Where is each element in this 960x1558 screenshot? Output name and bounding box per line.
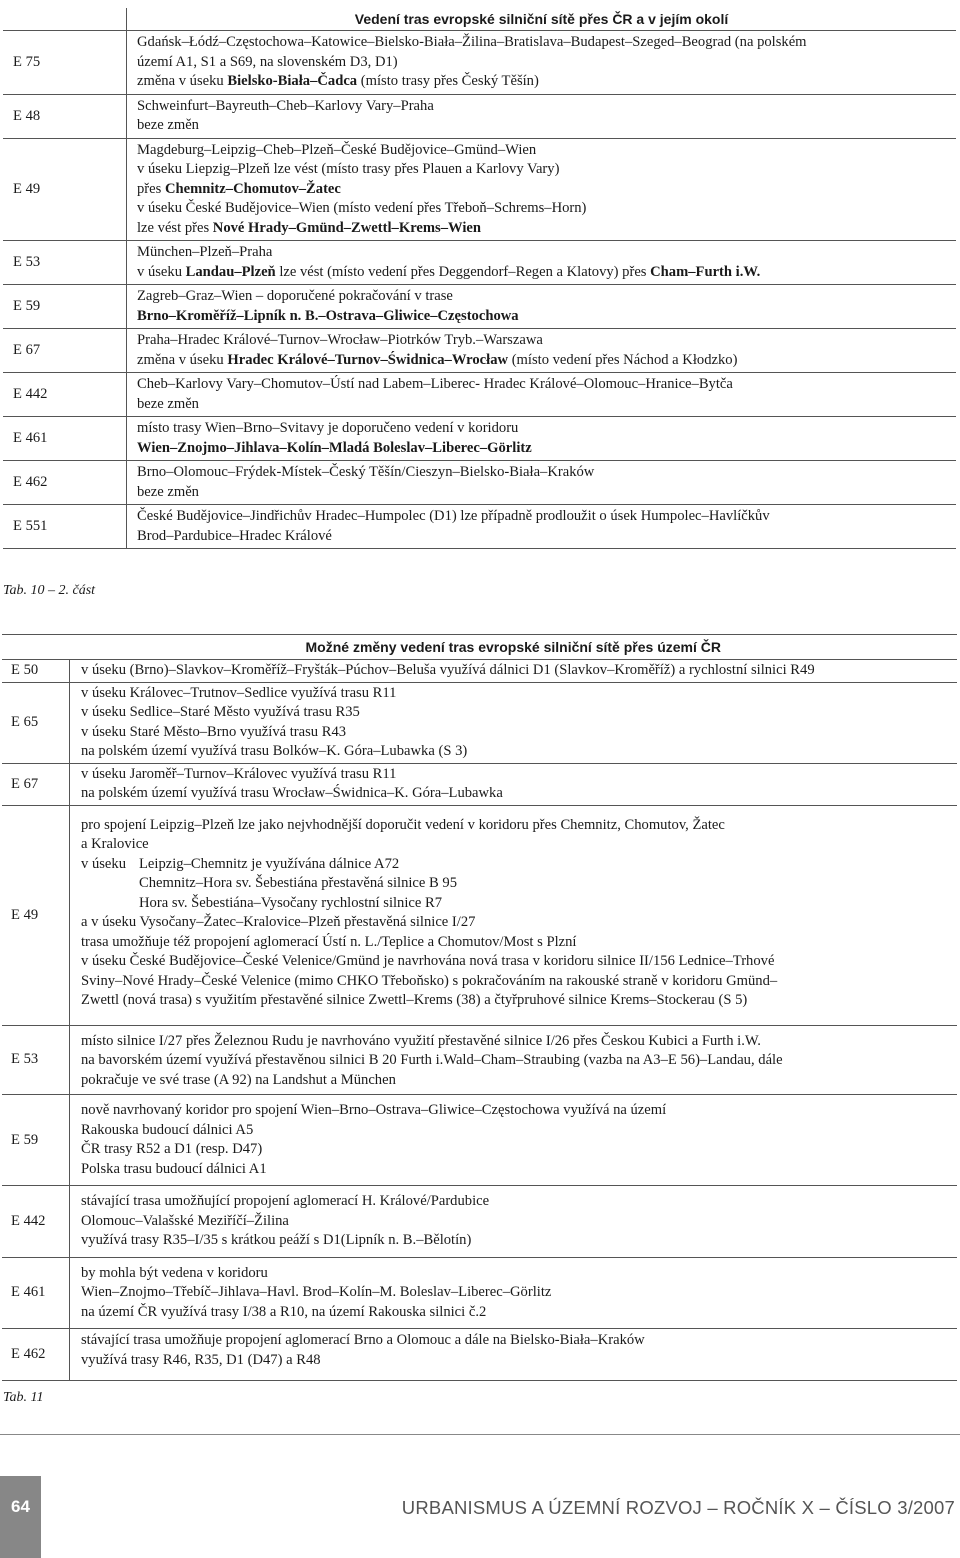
route-description: [127, 285, 957, 329]
table-11: [2, 634, 957, 1381]
road-code: E 442: [3, 373, 127, 417]
table-11-header: [2, 635, 957, 660]
route-description: [70, 1025, 958, 1095]
description-line: na polském území využívá trasu Wrocław–Świdnica–K. Góra–Lubawka: [81, 785, 503, 801]
table-10-caption: Tab. 10 – 2. část: [3, 583, 96, 598]
description-line: v úseku Leipzig–Chemnitz je využívána dálnice A72: [81, 855, 400, 872]
road-code: E 53: [2, 1025, 70, 1095]
road-code: E 461: [3, 417, 127, 461]
road-code: E 50: [2, 660, 70, 683]
description-line: v úseku Sedlice–Staré Město využívá trasu R35: [81, 704, 360, 720]
table-row: [2, 1095, 957, 1186]
footer-rule: [0, 1434, 960, 1435]
road-code: E 67: [2, 763, 70, 805]
description-line: Schweinfurt–Bayreuth–Cheb–Karlovy Vary–Praha: [137, 97, 434, 114]
description-line: v úseku Staré Město–Brno využívá trasu R43: [81, 723, 347, 740]
road-code: E 462: [3, 461, 127, 505]
table-10-title: Vedení tras evropské silniční sítě přes ČR a v jejím okolí: [127, 8, 957, 31]
table-row: [2, 1186, 957, 1258]
table-11-title: Možné změny vedení tras evropské silniční sítě přes území ČR: [70, 635, 958, 660]
road-code: E 49: [3, 138, 127, 241]
road-code: E 75: [3, 31, 127, 95]
description-line: Gdańsk–Łódź–Częstochowa–Katowice–Bielsko-Biała–Žilina–Bratislava–Budapest–Szeged–Beograd (na polském: [137, 34, 807, 50]
road-code: E 48: [3, 94, 127, 138]
description-line: místo silnice I/27 přes Železnou Rudu je navrhováno využití přestavěné silnice I/26 přes Českou Kubici a Furth i.W.: [81, 1032, 761, 1049]
description-line: Wien–Znojmo–Jihlava–Kolín–Mladá Boleslav–Liberec–Görlitz: [137, 439, 532, 456]
table-row: [2, 1025, 957, 1095]
route-description: [127, 31, 957, 95]
table-10-header: [3, 8, 956, 31]
table-row: [3, 505, 956, 549]
description-line: Hora sv. Šebestiána–Vysočany rychlostní silnice R7: [139, 894, 443, 911]
description-line: Rakouska budoucí dálnici A5: [81, 1121, 254, 1138]
description-line: Zwettl (nová trasa) s využitím přestavěné silnice Zwettl–Krems (38) a čtyřpruhové silnice Krems–Stockerau (S 5): [81, 992, 748, 1008]
description-line: stávající trasa umožňující propojení aglomerací H. Králové/Pardubice: [81, 1193, 490, 1209]
description-line: v úseku Jaroměř–Turnov–Královec využívá trasu R11: [81, 765, 397, 782]
description-line: změna v úseku Hradec Králové–Turnov–Świdnica–Wrocław (místo vedení přes Náchod a Kłodzko): [137, 351, 738, 368]
description-line: Brno–Olomouc–Frýdek-Místek–Český Těšín/Cieszyn–Bielsko-Biała–Kraków: [137, 464, 595, 480]
table-row: [3, 31, 956, 95]
table-row: [3, 138, 956, 241]
description-line: a v úseku Vysočany–Žatec–Kralovice–Plzeň přestavěná silnice I/27: [81, 914, 476, 930]
road-code: E 49: [2, 805, 70, 1025]
route-description: [127, 241, 957, 285]
route-description: [70, 660, 958, 683]
description-line: Chemnitz–Hora sv. Šebestiána přestavěná silnice B 95: [139, 875, 458, 891]
description-line: stávající trasa umožňuje propojení aglomerací Brno a Olomouc a dále na Bielsko-Biała–Kraków: [81, 1332, 645, 1348]
route-description: [70, 1186, 958, 1258]
road-code: E 65: [2, 682, 70, 763]
description-line: území A1, S1 a S69, na slovenském D3, D1): [137, 53, 398, 70]
route-description: [127, 417, 957, 461]
description-line: nově navrhovaný koridor pro spojení Wien–Brno–Ostrava–Gliwice–Częstochowa využívá na území: [81, 1102, 667, 1118]
route-description: [127, 94, 957, 138]
table-row: [3, 373, 956, 417]
table-row: [2, 763, 957, 805]
table-row: [3, 285, 956, 329]
description-line: využívá trasy R35–I/35 s krátkou peáží s D1(Lipník n. B.–Bělotín): [81, 1232, 472, 1248]
description-line: a Kralovice: [81, 836, 149, 852]
description-line: trasa umožňuje též propojení aglomerací Ústí n. L./Teplice a Chomutov/Most s Plzní: [81, 933, 577, 950]
description-line: Praha–Hradec Králové–Turnov–Wrocław–Piotrków Tryb.–Warszawa: [137, 332, 543, 348]
description-line: na polském území využívá trasu Bolków–K. Góra–Lubawka (S 3): [81, 743, 468, 759]
route-description: [70, 805, 958, 1025]
description-line: Polska trasu budoucí dálnici A1: [81, 1160, 267, 1177]
road-code: E 59: [3, 285, 127, 329]
table-row: [3, 94, 956, 138]
road-code: E 442: [2, 1186, 70, 1258]
description-line: České Budějovice–Jindřichův Hradec–Humpolec (D1) lze případně prodloužit o úsek Humpolec–Havlíčkův: [137, 508, 770, 524]
route-description: [70, 1257, 958, 1329]
road-code: E 551: [3, 505, 127, 549]
table-row: [2, 660, 957, 683]
description-line: by mohla být vedena v koridoru: [81, 1264, 268, 1281]
road-code: E 462: [2, 1329, 70, 1381]
journal-title: URBANISMUS A ÚZEMNÍ ROZVOJ – ROČNÍK X – ČÍSLO 3/2007: [401, 1497, 955, 1518]
description-line: přes Chemnitz–Chomutov–Žatec: [137, 180, 341, 197]
route-description: [127, 373, 957, 417]
table-11-caption: Tab. 11: [3, 1390, 44, 1405]
route-description: [127, 461, 957, 505]
table-row: [2, 1257, 957, 1329]
table-row: [3, 417, 956, 461]
description-line: na bavorském území využívá přestavěnou silnici B 20 Furth i.Wald–Cham–Straubing (vazba na A3–E 56)–Landau, dále: [81, 1052, 783, 1068]
description-line: využívá trasy R46, R35, D1 (D47) a R48: [81, 1351, 321, 1368]
table-row: [2, 1329, 957, 1381]
description-line: Cheb–Karlovy Vary–Chomutov–Ústí nad Labem–Liberec- Hradec Králové–Olomouc–Hranice–Bytča: [137, 376, 733, 392]
table-10: [3, 8, 956, 549]
description-line: Magdeburg–Leipzig–Cheb–Plzeň–České Budějovice–Gmünd–Wien: [137, 141, 537, 158]
route-description: [127, 329, 957, 373]
table-row: [2, 805, 957, 1025]
description-line: Sviny–Nové Hrady–České Velenice (mimo CHKO Třeboňsko) s pokračováním na rakouské straně v koridoru Gmünd–: [81, 972, 778, 989]
table-row: [3, 241, 956, 285]
road-code: E 67: [3, 329, 127, 373]
route-description: [70, 1095, 958, 1186]
description-line: beze změn: [137, 483, 199, 500]
description-line: Brod–Pardubice–Hradec Králové: [137, 527, 332, 544]
description-line: v úseku Královec–Trutnov–Sedlice využívá trasu R11: [81, 684, 397, 701]
description-line: lze vést přes Nové Hrady–Gmünd–Zwettl–Krems–Wien: [137, 219, 482, 236]
description-line: místo trasy Wien–Brno–Svitavy je doporučeno vedení v koridoru: [137, 420, 519, 436]
description-line: beze změn: [137, 117, 199, 133]
description-line: beze změn: [137, 395, 199, 412]
description-line: na území ČR využívá trasy I/38 a R10, na území Rakouska silnici č.2: [81, 1303, 487, 1320]
road-code: E 53: [3, 241, 127, 285]
table-row: [3, 329, 956, 373]
description-line: Zagreb–Graz–Wien – doporučené pokračování v trase: [137, 288, 453, 304]
description-line: v úseku Liepzig–Plzeň lze vést (místo trasy přes Plauen a Karlovy Vary): [137, 161, 560, 177]
route-description: [127, 138, 957, 241]
description-line: Brno–Kroměříž–Lipník n. B.–Ostrava–Gliwice–Częstochowa: [137, 307, 519, 324]
route-description: [70, 763, 958, 805]
description-line: v úseku Landau–Plzeň lze vést (místo vedení přes Deggendorf–Regen a Klatovy) přes Cham–Furth i.W.: [137, 263, 761, 280]
description-line: Wien–Znojmo–Třebíč–Jihlava–Havl. Brod–Kolín–M. Boleslav–Liberec–Görlitz: [81, 1284, 552, 1300]
description-line: změna v úseku Bielsko-Biała–Čadca (místo trasy přes Český Těšín): [137, 73, 539, 89]
description-line: pro spojení Leipzig–Plzeň lze jako nejvhodnější doporučit vedení v koridoru přes Chemnitz, Chomutov, Žatec: [81, 816, 725, 833]
description-line: ČR trasy R52 a D1 (resp. D47): [81, 1141, 263, 1157]
route-description: [70, 1329, 958, 1381]
road-code: E 461: [2, 1257, 70, 1329]
description-line: v úseku (Brno)–Slavkov–Kroměříž–Fryšták–Púchov–Beluša využívá dálnici D1 (Slavkov–Kroměříž) a rychlostní silnici R49: [81, 662, 815, 678]
road-code: E 59: [2, 1095, 70, 1186]
page-number: 64: [0, 1476, 41, 1558]
description-line: v úseku České Budějovice–České Velenice/Gmünd je navrhována nová trasa v koridoru silnice II/156 Lednice–Trhové: [81, 953, 775, 969]
description-line: pokračuje ve své trase (A 92) na Landshut a München: [81, 1071, 396, 1088]
table-row: [3, 461, 956, 505]
description-line: v úseku České Budějovice–Wien (místo vedení přes Třeboň–Schrems–Horn): [137, 200, 587, 216]
description-line: München–Plzeň–Praha: [137, 244, 273, 260]
description-line: Olomouc–Valašské Meziříčí–Žilina: [81, 1212, 289, 1229]
route-description: [70, 682, 958, 763]
table-row: [2, 682, 957, 763]
route-description: [127, 505, 957, 549]
